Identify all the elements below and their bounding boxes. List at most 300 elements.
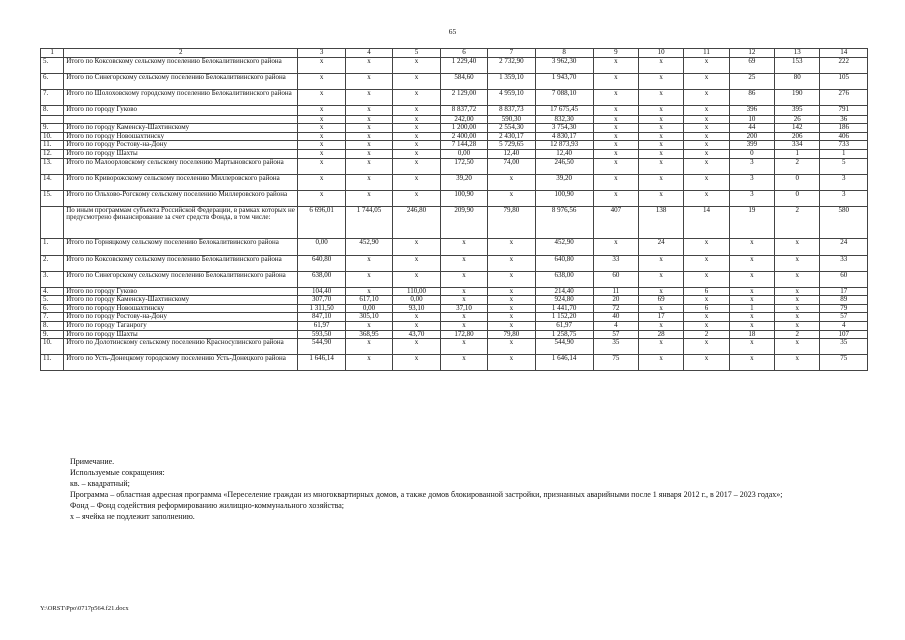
value-cell: х — [684, 105, 729, 115]
value-cell: 26 — [775, 115, 820, 124]
value-cell: 580 — [820, 206, 868, 238]
value-cell: 6 — [684, 304, 729, 313]
value-cell: х — [393, 149, 440, 158]
value-cell: 4 — [593, 321, 638, 330]
row-name-cell: Итого по городу Шахты — [64, 149, 298, 158]
value-cell: х — [393, 124, 440, 133]
value-cell: 640,80 — [535, 255, 593, 271]
value-cell: х — [729, 238, 774, 255]
value-cell: 75 — [593, 355, 638, 371]
value-cell: 40 — [593, 313, 638, 322]
value-cell: х — [684, 190, 729, 206]
value-cell: 544,90 — [298, 339, 345, 355]
value-cell: х — [639, 115, 684, 124]
table-row — [41, 355, 868, 371]
value-cell: х — [393, 115, 440, 124]
value-cell: 3 — [729, 158, 774, 174]
value-cell: х — [729, 296, 774, 305]
row-number-cell: 15. — [41, 190, 64, 206]
value-cell: 407 — [593, 206, 638, 238]
value-cell: 214,40 — [535, 287, 593, 296]
value-cell: 105 — [820, 73, 868, 89]
row-number-cell: 6. — [41, 73, 64, 89]
value-cell: 242,00 — [440, 115, 487, 124]
value-cell: 8 976,56 — [535, 206, 593, 238]
row-name-cell: Итого по городу Каменску-Шахтинскому — [64, 124, 298, 133]
value-cell: 1 646,14 — [535, 355, 593, 371]
value-cell: 0,00 — [440, 149, 487, 158]
value-cell: х — [729, 271, 774, 287]
value-cell: 186 — [820, 124, 868, 133]
value-cell: 640,80 — [298, 255, 345, 271]
value-cell: 104,40 — [298, 287, 345, 296]
value-cell: х — [639, 132, 684, 141]
column-number-header: 8 — [535, 49, 593, 58]
value-cell: 7 088,10 — [535, 89, 593, 105]
value-cell: х — [593, 57, 638, 73]
value-cell: 107 — [820, 330, 868, 339]
value-cell: х — [684, 141, 729, 150]
value-cell: х — [488, 304, 535, 313]
value-cell: 2 400,00 — [440, 132, 487, 141]
value-cell: 1 — [729, 304, 774, 313]
value-cell: 206 — [775, 132, 820, 141]
value-cell: 0,00 — [345, 304, 392, 313]
abbreviations-title: Используемые сокращения: — [70, 468, 165, 477]
value-cell: х — [298, 124, 345, 133]
data-table — [40, 48, 868, 371]
value-cell: х — [639, 255, 684, 271]
value-cell: х — [393, 141, 440, 150]
value-cell: х — [684, 271, 729, 287]
value-cell: х — [488, 313, 535, 322]
row-name-cell: Итого по Долотинскому сельскому поселению Красносулинского района — [64, 339, 298, 355]
value-cell: 209,90 — [440, 206, 487, 238]
value-cell: х — [593, 141, 638, 150]
value-cell: х — [684, 124, 729, 133]
value-cell: х — [593, 238, 638, 255]
value-cell: 395 — [775, 105, 820, 115]
value-cell: 100,90 — [535, 190, 593, 206]
row-number-cell: 3. — [41, 271, 64, 287]
table-row — [41, 141, 868, 150]
row-name-cell: Итого по городу Шахты — [64, 330, 298, 339]
value-cell: х — [393, 57, 440, 73]
value-cell: х — [684, 57, 729, 73]
table-row — [41, 287, 868, 296]
row-number-cell: 11. — [41, 141, 64, 150]
column-number-header: 10 — [639, 49, 684, 58]
value-cell: 79 — [820, 304, 868, 313]
value-cell: х — [488, 271, 535, 287]
column-number-header: 3 — [298, 49, 345, 58]
value-cell: 36 — [820, 115, 868, 124]
value-cell: 79,80 — [488, 206, 535, 238]
value-cell: х — [775, 304, 820, 313]
row-number-cell: 9. — [41, 330, 64, 339]
value-cell: 2 732,90 — [488, 57, 535, 73]
table-row — [41, 255, 868, 271]
value-cell: 334 — [775, 141, 820, 150]
value-cell: 847,10 — [298, 313, 345, 322]
value-cell: х — [440, 339, 487, 355]
value-cell: х — [440, 287, 487, 296]
value-cell: х — [393, 190, 440, 206]
value-cell: х — [440, 238, 487, 255]
value-cell: 100,90 — [440, 190, 487, 206]
value-cell: х — [298, 132, 345, 141]
value-cell: х — [729, 255, 774, 271]
table-row — [41, 57, 868, 73]
value-cell: х — [440, 296, 487, 305]
value-cell: 35 — [820, 339, 868, 355]
value-cell: 44 — [729, 124, 774, 133]
row-number-cell: 6. — [41, 304, 64, 313]
row-number-cell — [41, 115, 64, 124]
row-number-cell: 1. — [41, 238, 64, 255]
table-row — [41, 296, 868, 305]
column-number-header: 4 — [345, 49, 392, 58]
value-cell: 86 — [729, 89, 774, 105]
value-cell: х — [345, 174, 392, 190]
row-number-cell — [41, 206, 64, 238]
row-name-cell: Итого по городу Таганрогу — [64, 321, 298, 330]
value-cell: х — [593, 124, 638, 133]
table-row — [41, 206, 868, 238]
value-cell: 1 152,20 — [535, 313, 593, 322]
value-cell: х — [393, 89, 440, 105]
row-number-cell: 11. — [41, 355, 64, 371]
table-row — [41, 73, 868, 89]
value-cell: х — [593, 89, 638, 105]
value-cell: 17 — [639, 313, 684, 322]
value-cell: 33 — [593, 255, 638, 271]
value-cell: 4 830,17 — [535, 132, 593, 141]
value-cell: 399 — [729, 141, 774, 150]
row-name-cell: Итого по городу Новошахтинску — [64, 304, 298, 313]
value-cell: х — [345, 105, 392, 115]
value-cell: х — [488, 238, 535, 255]
row-name-cell: Итого по городу Гуково — [64, 105, 298, 115]
table-row — [41, 149, 868, 158]
value-cell: х — [298, 174, 345, 190]
value-cell: 2 — [775, 330, 820, 339]
notes-title: Примечание. — [70, 457, 115, 466]
value-cell: 39,20 — [440, 174, 487, 190]
table-row — [41, 158, 868, 174]
column-number-header: 13 — [775, 49, 820, 58]
value-cell: 1 646,14 — [298, 355, 345, 371]
value-cell: х — [298, 141, 345, 150]
value-cell: 6 696,01 — [298, 206, 345, 238]
value-cell: х — [684, 296, 729, 305]
table-row — [41, 313, 868, 322]
value-cell: х — [393, 271, 440, 287]
value-cell: 1 744,05 — [345, 206, 392, 238]
row-name-cell: Итого по Коксовскому сельскому поселению Белокалитвинского района — [64, 255, 298, 271]
value-cell: 396 — [729, 105, 774, 115]
value-cell: 638,00 — [298, 271, 345, 287]
value-cell: х — [775, 321, 820, 330]
row-number-cell: 5. — [41, 57, 64, 73]
value-cell: х — [639, 89, 684, 105]
row-name-cell: Итого по Шолоховскому городскому поселению Белокалитвинского района — [64, 89, 298, 105]
table-header-row — [41, 49, 868, 58]
value-cell: х — [345, 115, 392, 124]
value-cell: х — [593, 174, 638, 190]
value-cell: 2 430,17 — [488, 132, 535, 141]
abbreviation-kv: кв. – квадратный; — [70, 479, 130, 488]
value-cell: х — [593, 132, 638, 141]
value-cell: х — [488, 339, 535, 355]
value-cell: х — [639, 141, 684, 150]
value-cell: х — [684, 321, 729, 330]
value-cell: х — [775, 339, 820, 355]
row-name-cell — [64, 115, 298, 124]
column-number-header: 6 — [440, 49, 487, 58]
column-number-header: 9 — [593, 49, 638, 58]
value-cell: 4 — [820, 321, 868, 330]
value-cell: х — [639, 149, 684, 158]
value-cell: х — [345, 132, 392, 141]
value-cell: х — [593, 73, 638, 89]
value-cell: х — [393, 255, 440, 271]
value-cell: х — [393, 158, 440, 174]
value-cell: х — [639, 321, 684, 330]
column-number-header: 14 — [820, 49, 868, 58]
value-cell: х — [345, 149, 392, 158]
value-cell: 17 675,45 — [535, 105, 593, 115]
value-cell: х — [298, 149, 345, 158]
value-cell: 791 — [820, 105, 868, 115]
row-name-cell: Итого по городу Гуково — [64, 287, 298, 296]
value-cell: х — [298, 73, 345, 89]
value-cell: х — [440, 255, 487, 271]
value-cell: 452,90 — [535, 238, 593, 255]
value-cell: 7 144,28 — [440, 141, 487, 150]
value-cell: 3 754,30 — [535, 124, 593, 133]
value-cell: 35 — [593, 339, 638, 355]
row-number-cell: 8. — [41, 321, 64, 330]
value-cell: х — [298, 89, 345, 105]
value-cell: х — [345, 339, 392, 355]
value-cell: х — [593, 115, 638, 124]
value-cell: 19 — [729, 206, 774, 238]
value-cell: х — [345, 287, 392, 296]
value-cell: 593,50 — [298, 330, 345, 339]
value-cell: 57 — [820, 313, 868, 322]
value-cell: х — [393, 105, 440, 115]
value-cell: 3 962,30 — [535, 57, 593, 73]
value-cell: 172,50 — [440, 158, 487, 174]
value-cell: х — [639, 304, 684, 313]
table-row — [41, 330, 868, 339]
row-number-cell: 10. — [41, 132, 64, 141]
value-cell: 110,00 — [393, 287, 440, 296]
value-cell: х — [684, 158, 729, 174]
value-cell: 37,10 — [440, 304, 487, 313]
value-cell: х — [393, 313, 440, 322]
table-row — [41, 304, 868, 313]
value-cell: х — [345, 321, 392, 330]
value-cell: х — [345, 57, 392, 73]
row-name-cell: Итого по Коксовскому сельскому поселению Белокалитвинского района — [64, 57, 298, 73]
row-number-cell: 9. — [41, 124, 64, 133]
value-cell: 25 — [729, 73, 774, 89]
value-cell: 200 — [729, 132, 774, 141]
value-cell: х — [345, 190, 392, 206]
column-number-header: 12 — [729, 49, 774, 58]
value-cell: х — [775, 355, 820, 371]
value-cell: х — [684, 115, 729, 124]
value-cell: 1 258,75 — [535, 330, 593, 339]
value-cell: х — [345, 73, 392, 89]
value-cell: х — [684, 73, 729, 89]
value-cell: 638,00 — [535, 271, 593, 287]
value-cell: 307,70 — [298, 296, 345, 305]
value-cell: х — [593, 190, 638, 206]
value-cell: 12,40 — [488, 149, 535, 158]
value-cell: 89 — [820, 296, 868, 305]
abbreviation-fund: Фонд – Фонд содействия реформированию жилищно-коммунального хозяйства; — [70, 501, 345, 510]
value-cell: х — [729, 287, 774, 296]
row-number-cell: 2. — [41, 255, 64, 271]
value-cell: 12 873,93 — [535, 141, 593, 150]
value-cell: х — [345, 255, 392, 271]
row-number-cell: 12. — [41, 149, 64, 158]
value-cell: 584,60 — [440, 73, 487, 89]
value-cell: х — [639, 287, 684, 296]
value-cell: 617,10 — [345, 296, 392, 305]
column-number-header: 2 — [64, 49, 298, 58]
value-cell: х — [775, 296, 820, 305]
value-cell: х — [684, 149, 729, 158]
value-cell: х — [393, 355, 440, 371]
column-number-header: 11 — [684, 49, 729, 58]
row-name-cell: По иным программам субъекта Российской Федерации, в рамках которых не предусмотрено финансирование за счет средств Фонда, в том числе: — [64, 206, 298, 238]
value-cell: 5 729,65 — [488, 141, 535, 150]
row-name-cell: Итого по Ольхово-Рогскому сельскому поселению Миллеровского района — [64, 190, 298, 206]
value-cell: 142 — [775, 124, 820, 133]
value-cell: 11 — [593, 287, 638, 296]
column-number-header: 5 — [393, 49, 440, 58]
table-row — [41, 190, 868, 206]
value-cell: 4 959,10 — [488, 89, 535, 105]
value-cell: х — [488, 321, 535, 330]
row-name-cell: Итого по Синегорскому сельскому поселению Белокалитвинского района — [64, 73, 298, 89]
value-cell: 2 — [775, 206, 820, 238]
value-cell: 1 229,40 — [440, 57, 487, 73]
value-cell: 74,00 — [488, 158, 535, 174]
abbreviation-x: х – ячейка не подлежит заполнению. — [70, 512, 195, 521]
value-cell: 3 — [729, 174, 774, 190]
value-cell: х — [593, 158, 638, 174]
value-cell: 190 — [775, 89, 820, 105]
value-cell: 172,80 — [440, 330, 487, 339]
value-cell: х — [345, 141, 392, 150]
row-number-cell: 7. — [41, 313, 64, 322]
value-cell: х — [639, 271, 684, 287]
value-cell: 733 — [820, 141, 868, 150]
value-cell: х — [639, 158, 684, 174]
value-cell: 72 — [593, 304, 638, 313]
notes-block — [58, 456, 868, 522]
row-name-cell: Итого по городу Ростову-на-Дону — [64, 313, 298, 322]
value-cell: 305,10 — [345, 313, 392, 322]
value-cell: х — [298, 57, 345, 73]
table-row — [41, 271, 868, 287]
value-cell: 0 — [775, 174, 820, 190]
value-cell: 246,80 — [393, 206, 440, 238]
page-number: 65 — [448, 27, 457, 36]
value-cell: х — [393, 339, 440, 355]
value-cell: х — [775, 287, 820, 296]
value-cell: 60 — [593, 271, 638, 287]
value-cell: 3 — [820, 174, 868, 190]
value-cell: 2 554,30 — [488, 124, 535, 133]
value-cell: х — [729, 313, 774, 322]
value-cell: х — [393, 174, 440, 190]
value-cell: 1 359,10 — [488, 73, 535, 89]
value-cell: х — [639, 124, 684, 133]
value-cell: 17 — [820, 287, 868, 296]
value-cell: х — [684, 89, 729, 105]
value-cell: 1 311,50 — [298, 304, 345, 313]
value-cell: 153 — [775, 57, 820, 73]
value-cell: х — [684, 238, 729, 255]
row-name-cell: Итого по городу Ростову-на-Дону — [64, 141, 298, 150]
row-number-cell: 13. — [41, 158, 64, 174]
row-number-cell: 8. — [41, 105, 64, 115]
value-cell: х — [639, 174, 684, 190]
value-cell: 1 943,70 — [535, 73, 593, 89]
value-cell: 3 — [729, 190, 774, 206]
value-cell: х — [729, 321, 774, 330]
value-cell: 3 — [820, 190, 868, 206]
value-cell: 6 — [684, 287, 729, 296]
value-cell: х — [345, 124, 392, 133]
table-row — [41, 238, 868, 255]
value-cell: х — [684, 255, 729, 271]
value-cell: 10 — [729, 115, 774, 124]
value-cell: 0 — [775, 190, 820, 206]
value-cell: 1 — [775, 149, 820, 158]
value-cell: 832,30 — [535, 115, 593, 124]
value-cell: 14 — [684, 206, 729, 238]
value-cell: 544,90 — [535, 339, 593, 355]
value-cell: х — [488, 296, 535, 305]
value-cell: 18 — [729, 330, 774, 339]
value-cell: х — [775, 313, 820, 322]
value-cell: х — [684, 355, 729, 371]
value-cell: х — [639, 57, 684, 73]
value-cell: х — [684, 313, 729, 322]
value-cell: х — [593, 105, 638, 115]
value-cell: 93,10 — [393, 304, 440, 313]
value-cell: х — [393, 238, 440, 255]
value-cell: х — [593, 149, 638, 158]
value-cell: 61,97 — [298, 321, 345, 330]
table-row — [41, 339, 868, 355]
row-name-cell: Итого по Усть-Донецкому городскому поселению Усть-Донецкого района — [64, 355, 298, 371]
row-number-cell: 7. — [41, 89, 64, 105]
value-cell: х — [298, 105, 345, 115]
value-cell: 2 — [775, 158, 820, 174]
row-number-cell: 4. — [41, 287, 64, 296]
value-cell: х — [488, 174, 535, 190]
value-cell: 138 — [639, 206, 684, 238]
value-cell: х — [639, 355, 684, 371]
